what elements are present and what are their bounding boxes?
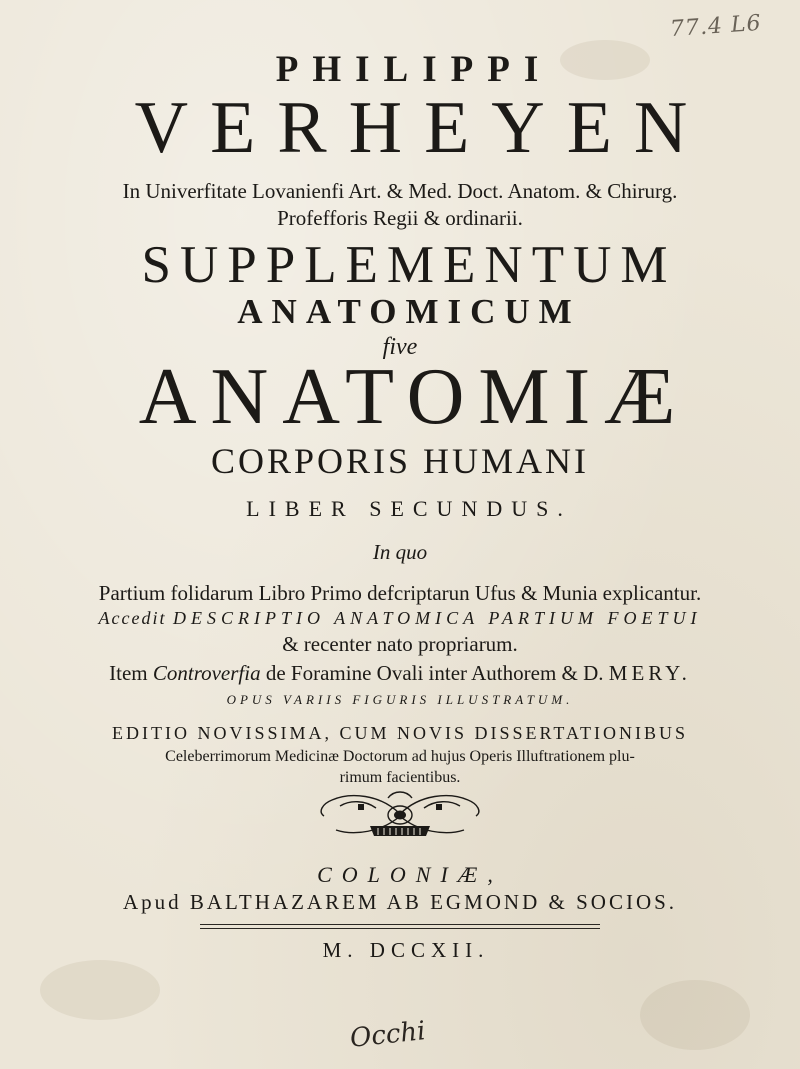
title-corporis-humani: CORPORIS HUMANI	[210, 441, 590, 481]
ornament-engraving	[310, 786, 490, 842]
imprint-place: COLONIÆ,	[317, 862, 503, 887]
opus-illustratum: OPUS VARIIS FIGURIS ILLUSTRATUM.	[226, 692, 574, 707]
contents-partium: Partium folidarum Libro Primo defcriptarun Ufus & Munia explicantur.	[98, 581, 702, 605]
contents-recenter: & recenter nato propriarum.	[282, 632, 518, 656]
item-foramine: de Foramine Ovali inter Authorem & D.	[265, 661, 604, 685]
affiliation-line-2: Profefforis Regii & ordinarii.	[277, 206, 523, 230]
title-anatomicum: ANATOMICUM	[237, 292, 581, 331]
title-anatomiae: ANATOMIÆ	[138, 353, 690, 441]
item-controversia: Controverfia	[152, 661, 261, 685]
imprint-rule-thin	[200, 928, 600, 929]
imprint-rule	[200, 924, 600, 925]
editio-novissima: EDITIO NOVISSIMA, CUM NOVIS DISSERTATIONIBUS	[112, 723, 688, 743]
author-first-name: PHILIPPI	[275, 49, 553, 90]
celeberrimorum-line-2: rimum facientibus.	[339, 769, 461, 786]
title-liber-secundus: LIBER SECUNDUS.	[246, 496, 572, 521]
title-sive: five	[382, 334, 418, 360]
owner-signature: Occhi	[348, 1016, 427, 1054]
title-supplementum: SUPPLEMENTUM	[141, 236, 677, 294]
pencil-shelfmark: 77.4 L6	[669, 10, 763, 43]
paper-stain	[640, 980, 750, 1050]
accedit-descriptio: DESCRIPTIO ANATOMICA PARTIUM FOETUI	[172, 608, 702, 628]
item-lead: Item	[109, 661, 148, 685]
imprint-publisher: Apud BALTHAZAREM AB EGMOND & SOCIOS.	[122, 890, 678, 914]
celeberrimorum	[0, 746, 800, 788]
affiliation-line-1: In Univerfitate Lovanienfi Art. & Med. Doct. Anatom. & Chirurg.	[122, 179, 678, 203]
contents-item	[0, 661, 800, 686]
printers-ornament	[310, 786, 490, 842]
contents-accedit	[0, 608, 800, 629]
celeberrimorum-line-1: Celeberrimorum Medicinæ Doctorum ad hujus Operis Illuftrationem plu-	[165, 748, 635, 765]
in-quo: In quo	[372, 540, 428, 564]
imprint-year: M. DCCXII.	[322, 938, 490, 962]
item-mery: MERY.	[608, 661, 691, 685]
paper-stain	[40, 960, 160, 1020]
author-affiliation	[0, 178, 800, 232]
author-last-name: VERHEYEN	[134, 87, 710, 169]
accedit-lead: Accedit	[98, 608, 167, 628]
